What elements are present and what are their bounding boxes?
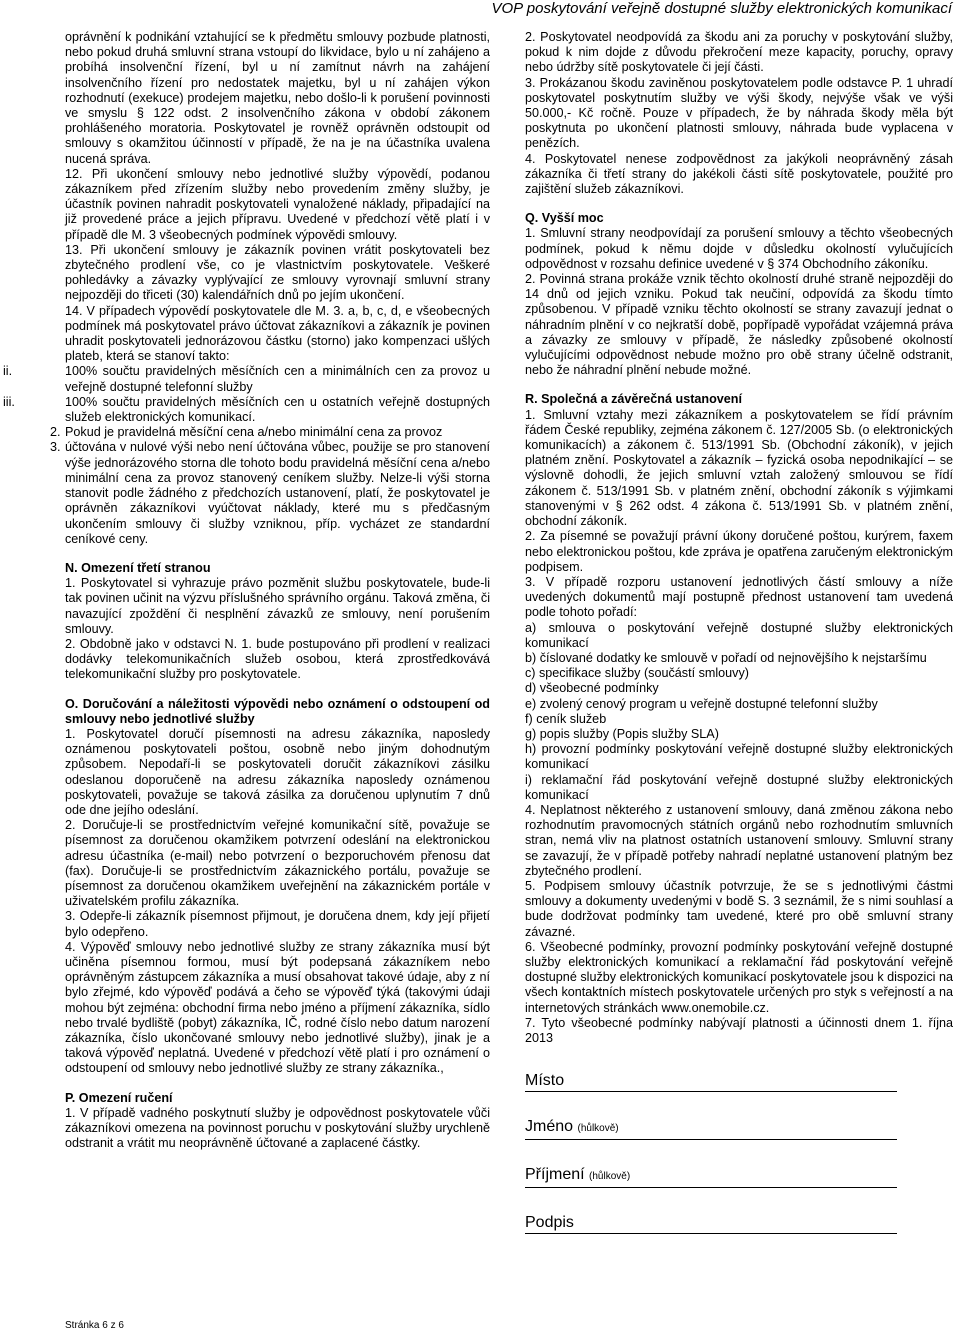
paragraph [525,712,953,727]
paragraph [525,226,953,272]
paragraph-text: 100% součtu pravidelných měsíčních cen u ostatních veřejně dostupných služeb elektronických komunikací. [65,394,490,425]
left-column [3,30,490,1151]
signature-label: Jméno [525,1118,574,1136]
paragraph [50,440,490,546]
paragraph-text: g) popis služby (Popis služby SLA) [525,726,719,741]
signature-line-name[interactable] [525,1118,953,1140]
paragraph-text: 7. Tyto všeobecné podmínky nabývají platnosti a účinnosti dnem 1. října 2013 [525,1015,953,1045]
paragraph [65,727,490,818]
signature-label: Místo [525,1072,565,1090]
paragraph-text: 4. Neplatnost některého z ustanovení smlouvy, daná změnou zákona nebo rozhodnutím pravomocných státních orgánů nebo rozhodnutím smluvních stran, nemá vliv na platnost ostatních ustanovení smlouvy. Smluvní strany se zavazují, že v případě potřeby nahradí neplatné ustanovení platným bez zbytečného prodlení. [525,802,953,878]
paragraph-text: 13. Při ukončení smlouvy je zákazník povinen vrátit poskytovateli bez zbytečného prodlení vše, co je vlastnictvím poskytovatele. Veškeré pohledávky a závazky vyplývající ze smlouvy vyrovnají smluvní strany nejpozději do třiceti (30) kalendářních dnů po jejím ukončení. [65,242,490,303]
signature-underline [525,1166,897,1188]
paragraph-text: c) specifikace služby (součástí smlouvy) [525,666,749,681]
paragraph [525,879,953,940]
page-footer: Stránka 6 z 6 [65,1320,124,1331]
paragraph [525,408,953,530]
paragraph [65,167,490,243]
paragraph [65,637,490,683]
paragraph-text: 2. Za písemné se považují právní úkony doručené poštou, kurýrem, faxem nebo elektronickou poštou, kde zpráva je opatřena zaručeným elektronickým podpisem. [525,529,953,574]
paragraph [525,152,953,198]
paragraph-text: 4. Poskytovatel nenese zodpovědnost za jakýkoli neoprávněný zásah zákazníka či třetí strany do jakékoli části sítě poskytovatele, použité pro zajištění služeb zákazníkovi. [525,151,953,197]
paragraph-text: h) provozní podmínky poskytování veřejně dostupné služby elektronických komunikací [525,742,953,772]
paragraph-text: 1. Smluvní strany neodpovídají za porušení smlouvy a těchto všeobecných podmínek, pokud k němu dojde v důsledku okolností vylučujících odpovědnost v rozsahu definice uvedené v § 374 Obchodního zákoníku. [525,226,953,271]
paragraph-text: 3. Prokázanou škodu zaviněnou poskytovatelem podle odstavce P. 1 uhradí poskytovatel poskytnutím služby ve výši škody, nejvýše však ve výši 50.000,- Kč ročně. Pouze v případech, že by náhrada škody měla být poskytnuta po ukončení platnosti smlouvy, náhrada bude vyplacena v penězích. [525,75,953,151]
paragraph-text: 3. Odepře-li zákazník písemnost přijmout, je doručena dnem, kdy její přijetí bylo odepřeno. [65,909,490,939]
paragraph [525,666,953,681]
paragraph [525,727,953,742]
paragraph [65,940,490,1077]
paragraph-text: P. Omezení ručení [65,1090,173,1105]
paragraph [65,30,490,167]
paragraph-text: 5. Podpisem smlouvy účastník potvrzuje, že se s jednotlivými částmi smlouvy a dokumenty uvedenými v bodě S. 3 seznámil, že s nimi souhlasí a bude dodržovat podmínky tam uvedené, které pro obě smluvní strany závazné. [525,878,953,939]
signature-label: Podpis [525,1214,574,1232]
signature-line-sign[interactable] [525,1214,953,1234]
paragraph [525,940,953,1016]
paragraph-text: 1. Poskytovatel si vyhrazuje právo pozměnit službu poskytovatele, bude-li tak povinen učinit na výzvu příslušného správního orgánu. Taková změna, či navazující zpoždění či nesplnění závazků ze smlouvy, není porušením smlouvy. [65,576,490,636]
section-heading [525,392,953,407]
paragraph-text: 12. Při ukončení smlouvy nebo jednotlivé služby výpovědí, podanou zákazníkem před zřízením služby nebo provedením změny služby, je účastník povinen nahradit poskytovateli vynaložené náklady, připadající na již provedené práce a jejich přípravu. Uvedené v předchozí větě platí i v případě dle M. 3 všeobecných podmínek výpovědi smlouvy. [65,166,490,242]
signature-label: Příjmení [525,1166,585,1184]
paragraph-text: oprávnění k podnikání vztahující se k předmětu smlouvy pozbude platnosti, nebo pokud druhá smluvní strana vstoupí do likvidace, bylo u ní zahájeno a probíhá insolvenční řízení, byl u ní zamítnut návrh na zahájení insolvenčního řízení pro nedostatek majetku, byl u ní zahájen výkon rozhodnutí (exekuce) prodejem majetku, nebo došlo-li k porušení povinnosti ve smyslu § 122 odst. 2 insolvenčního zákona v období zákonem prohlášeného moratoria. Poskytovatel je rovněž oprávněn odstoupit od smlouvy s okamžitou účinností v případě, že na je na účastníka uvalena nucená správa. [65,30,490,166]
list-marker: 2. [50,425,61,440]
paragraph-text: Q. Vyšší moc [525,211,604,226]
paragraph [525,1016,953,1046]
paragraph-text: i) reklamační řád poskytování veřejně dostupné služby elektronických komunikací [525,772,953,802]
signature-underline [525,1118,897,1140]
paragraph [65,1106,490,1152]
paragraph [3,394,490,425]
paragraph-text: f) ceník služeb [525,711,607,726]
paragraph-text: Pokud je pravidelná měsíční cena a/nebo minimální cena za provoz [65,425,443,440]
paragraph [525,621,953,651]
paragraph-text: 2. Doručuje-li se prostřednictvím veřejné komunikační sítě, považuje se písemnost za doručenou okamžikem potvrzení odeslání na elektronickou adresu účastníka (e-mail) nebo potvrzení o bezporuchovém přenosu dat (fax). Doručuje-li se prostřednictvím zákaznického portálu, považuje se písemnost za doručenou okamžikem uveřejnění na zákaznickém portále v uživatelském profilu zákazníka. [65,818,490,909]
section-heading [65,697,490,727]
paragraph-text: a) smlouva o poskytování veřejně dostupné služby elektronických komunikací [525,620,953,650]
right-column [525,30,953,1234]
signature-underline [525,1214,897,1234]
paragraph-text: e) zvolený cenový program u veřejně dostupné telefonní služby [525,696,878,711]
paragraph [525,681,953,696]
paragraph-text: 14. V případech výpovědí poskytovatele dle M. 3. a, b, c, d, e všeobecných podmínek má poskytovatel právo účtovat zákazníkovi a zákazník je povinen uhradit poskytovateli jednorázovou částku (storno) jako kompenzaci ušlých plateb, která se stanoví takto: [65,303,490,364]
paragraph-text: b) číslované dodatky ke smlouvě v pořadí od nejnovějšího k nejstaršímu [525,650,927,665]
paragraph-text: d) všeobecné podmínky [525,681,659,696]
section-heading [65,561,490,576]
paragraph-text: 2. Obdobně jako v odstavci N. 1. bude postupováno při prodlení v realizaci dodávky telekomunikačních služeb osobou, která zprostředkovává telekomunikační služby pro poskytovatele. [65,636,490,682]
paragraph [525,30,953,76]
paragraph [50,425,490,440]
paragraph-text: účtována v nulové výši nebo není účtována vůbec, použije se pro stanovení výše jednorázového storna dle tohoto bodu pravidelná měsíční cena a/nebo minimální cena za provoz stanovený ceníkem služby. Nelze-li výši storna stanovit podle žádného z předchozích ustanovení, platí, že poskytovatel je oprávněn zákazníkovi vyúčtovat náklady, které mu s předčasným ukončením smlouvy či služby vzniknou, příp. vycházet ze standardní ceníkové ceny. [65,440,490,546]
paragraph [525,773,953,803]
paragraph [65,304,490,365]
paragraph [525,742,953,772]
page-header: VOP poskytování veřejně dostupné služby elektronických komunikací [491,0,952,17]
block-letters-note: (hůlkově) [589,1171,631,1183]
paragraph [65,818,490,909]
paragraph-text: 1. Smluvní vztahy mezi zákazníkem a poskytovatelem se řídí právním řádem České republiky, zejména zákonem č. 127/2005 Sb. (o elektronických komunikacích) a zákonem č. 513/1991 Sb. (Obchodní zákoník), v jejich platném znění. Poskytovatel a zákazník – fyzická osoba nepodnikající – se výslovně dohodli, že jejich smluvní vztah založený smlouvou se řídí zákonem č. 513/1991 Sb. v platném znění, obchodní zákoník s výjimkami stanovenými v § 262 odst. 4 zákona č. 513/1991 Sb. v platném znění, obchodní zákoník. [525,407,953,529]
paragraph [525,76,953,152]
paragraph [3,364,490,394]
paragraph-text: 1. V případě vadného poskytnutí služby je odpovědnost poskytovatele vůči zákazníkovi omezena na povinnost poruchu v poskytování služby urychleně odstranit a vrátit mu neoprávněně účtované a zaplacené částky. [65,1105,490,1151]
paragraph [525,529,953,575]
paragraph [65,243,490,304]
paragraph [65,576,490,637]
paragraph-text: 2. Povinná strana prokáže vznik těchto okolností druhé straně nejpozději do 14 dnů od jejich vzniku. Pokud tak neučiní, odpovídá za škodu tímto způsobenou. V případě vzniku těchto okolností se strany zavazují jednat o náhradním plnění v co nejkratší době, popřípadě vypořádat vzájemná práva a závazky ze smlouvy v případě, že následky způsobené okolností vylučujícími odpovědnost nebude možno pro obě strany účelně odstranit, nebo že náhradní plnění nebude možné. [525,272,953,378]
paragraph-text: R. Společná a závěrečná ustanovení [525,392,742,407]
paragraph-text: 100% součtu pravidelných měsíčních cen a minimálních cen za provoz u veřejně dostupné telefonní služby [65,364,490,394]
signature-underline [525,1072,897,1092]
list-marker: ii. [3,364,13,379]
section-heading [65,1091,490,1106]
paragraph-text: O. Doručování a náležitosti výpovědi nebo oznámení o odstoupení od smlouvy nebo jednotlivé služby [65,696,490,726]
paragraph [525,697,953,712]
list-marker: iii. [3,394,15,409]
paragraph-text: 1. Poskytovatel doručí písemnosti na adresu zákazníka, naposledy oznámenou poskytovateli poštou, osobně nebo jiným dohodnutým způsobem. Nepodaří-li se poskytovateli doručit zákazníkovi zásilku odeslanou doporučeně na adresu zákazníka naposledy oznámenou poskytovateli, považuje se taková zásilka za doručenou uplynutím 7 dnů ode dne jejího odeslání. [65,726,490,817]
paragraph-text: 4. Výpověď smlouvy nebo jednotlivé služby ze strany zákazníka musí být učiněna písemnou formou, musí být podepsaná zákazníkem nebo oprávněným zástupcem zákazníka a musí obsahovat takové údaje, aby z ní bylo zřejmé, kdo výpověď podává a čeho se výpověď týká (takovými údaji mohou být zejména: obchodní firma nebo jméno a příjmení zákazníka, sídlo nebo trvalé bydliště (pobyt) zákazníka, IČ, rodné číslo nebo datum narození zákazníka, číslo ukončované smlouvy nebo jednotlivé služby), jinak je a taková výpověď neplatná. Uvedené v předchozí větě platí i pro oznámení o odstoupení od smlouvy nebo jednotlivé služby ze strany zákazníka., [65,939,490,1076]
paragraph [65,909,490,939]
list-marker: 3. [50,440,61,455]
paragraph-text: 2. Poskytovatel neodpovídá za škodu ani za poruchy v poskytování služby, pokud k nim dojde z důvodu překročení meze kapacity, poruchy, opravy nebo údržby sítě poskytovatele či její části. [525,30,953,75]
paragraph-text: N. Omezení třetí stranou [65,560,211,575]
block-letters-note: (hůlkově) [577,1123,619,1135]
paragraph-text: 3. V případě rozporu ustanovení jednotlivých částí smlouvy a níže uvedených dokumentů mají postupně přednost ustanovení tam uvedená podle tohoto pořadí: [525,574,953,620]
paragraph [525,803,953,879]
section-heading [525,211,953,226]
paragraph [525,272,953,378]
paragraph-text: 6. Všeobecné podmínky, provozní podmínky poskytování veřejně dostupné služby elektronických komunikací a reklamační řád poskytování veřejně dostupné služby elektronických komunikací poskytovatele jsou k dispozici na všech kontaktních místech poskytovatele určených pro styk s veřejností a na internetových stránkách www.onemobile.cz. [525,939,953,1015]
signature-line-surname[interactable] [525,1166,953,1188]
signature-line-place[interactable] [525,1072,953,1092]
paragraph [525,651,953,666]
paragraph [525,575,953,621]
